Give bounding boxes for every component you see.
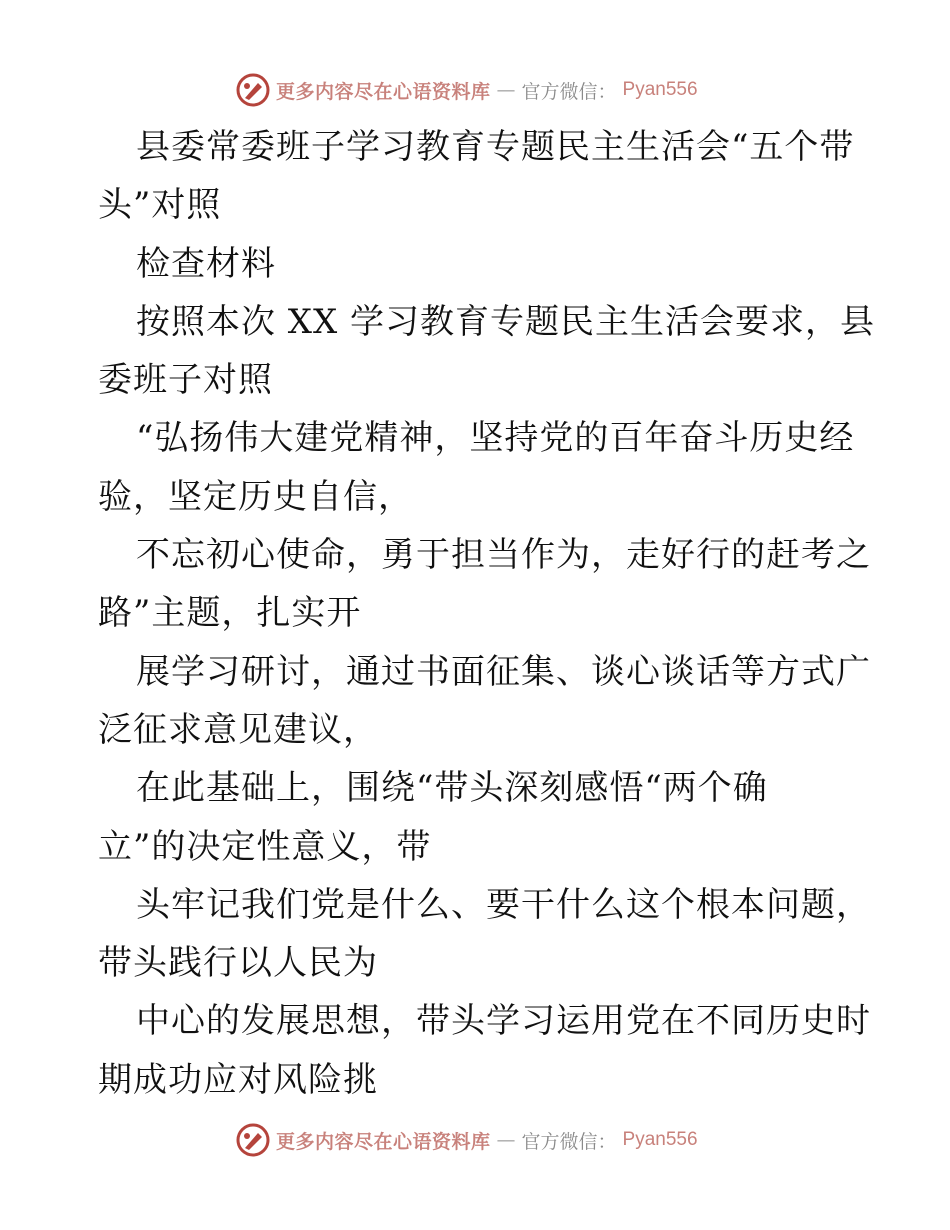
text-line: 不忘初心使命，勇于担当作为，走好行的赶考之 (136, 535, 871, 576)
text-line: 带头践行以人民为 (98, 943, 378, 984)
watermark-account: Pyan556 (622, 1129, 698, 1150)
text-line: 中心的发展思想，带头学习运用党在不同历史时 (136, 1001, 871, 1042)
text-line: 检查材料 (136, 243, 276, 284)
watermark-separator: — (496, 79, 516, 101)
watermark-brand: 更多内容尽在心语资料库 (276, 1130, 491, 1153)
footer-watermark (236, 1122, 698, 1158)
document-body (98, 118, 876, 1109)
text-line: 泛征求意见建议， (98, 709, 378, 750)
text-line: 在此基础上，围绕“带头深刻感悟“两个确 (136, 768, 768, 809)
text-line: 立”的决定性意义，带 (98, 826, 432, 867)
text-line: 委班子对照 (98, 360, 273, 401)
text-line: 路”主题，扎实开 (98, 593, 362, 634)
text-line: 展学习研讨，通过书面征集、谈心谈话等方式广 (136, 651, 871, 692)
text-line: 按照本次 XX 学习教育专题民主生活会要求，县 (136, 301, 876, 342)
pen-nib-circle-icon (236, 1123, 270, 1157)
text-line: 验，坚定历史自信， (98, 476, 413, 517)
text-line: 头”对照 (98, 185, 222, 226)
watermark-brand: 更多内容尽在心语资料库 (276, 80, 491, 103)
pen-nib-circle-icon (236, 73, 270, 107)
text-line: “弘扬伟大建党精神，坚持党的百年奋斗历史经 (136, 418, 855, 459)
text-line: 头牢记我们党是什么、要干什么这个根本问题， (136, 884, 871, 925)
watermark-account: Pyan556 (622, 79, 698, 100)
watermark-official: 官方微信： (521, 80, 617, 103)
text-line: 期成功应对风险挑 (98, 1059, 378, 1100)
watermark-separator: — (496, 1129, 516, 1151)
text-line: 县委常委班子学习教育专题民主生活会“五个带 (136, 127, 855, 167)
header-watermark (236, 72, 698, 108)
watermark-official: 官方微信： (521, 1130, 617, 1153)
